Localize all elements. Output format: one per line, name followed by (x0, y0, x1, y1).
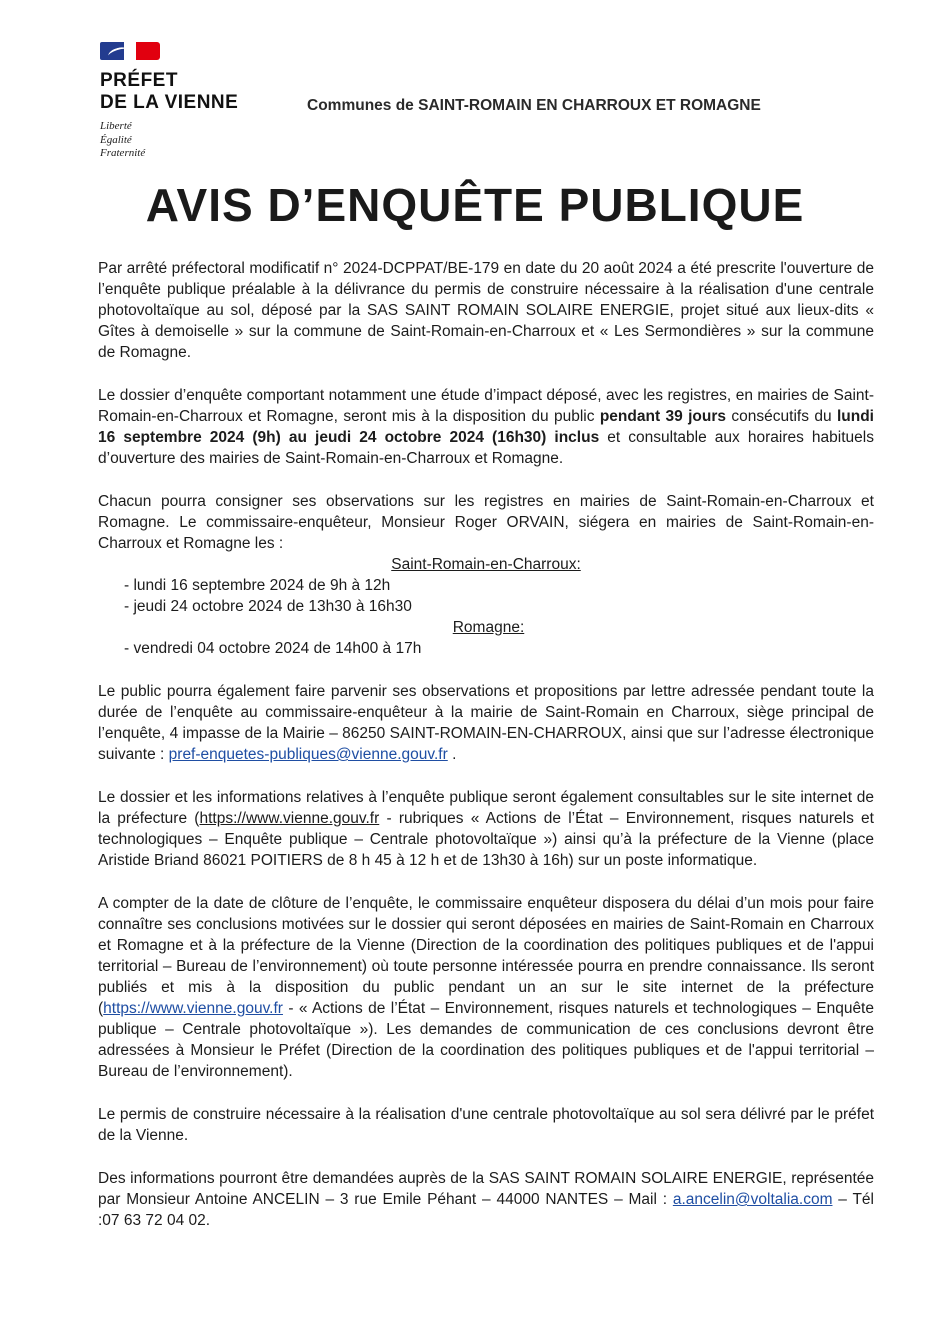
schedule-item: - vendredi 04 octobre 2024 de 14h00 à 17h (124, 640, 422, 657)
page-title: AVIS D’ENQUÊTE PUBLIQUE (145, 179, 805, 231)
republic-motto: Liberté Égalité Fraternité (100, 120, 146, 159)
schedule (98, 554, 874, 659)
paragraph-observations: Chacun pourra consigner ses observations sur les registres en mairies de Saint-Romain-en-Charroux et Romagne. Le commissaire-enquêteur, Monsieur Roger ORVAIN, siégera en mairies de Saint-Romain-en-Charroux et Romagne les : (98, 493, 874, 552)
website-link[interactable]: https://www.vienne.gouv.fr (199, 810, 380, 827)
prefet-title: PRÉFET DE LA VIENNE (100, 70, 239, 113)
email-link-contact[interactable]: a.ancelin@voltalia.com (672, 1191, 833, 1208)
paragraph-dossier: Le dossier d’enquête comportant notamment une étude d’impact déposé, avec les registres, en mairies de Saint-Romain-en-Charroux et Romagne, seront mis à la disposition du public pendant 39 jours consécutifs du lundi 16 septembre 2024 (9h) au jeudi 24 octobre 2024 (16h30) inclus et consultable aux horaires habituels d’ouverture des mairies de Saint-Romain-en-Charroux et Romagne. (98, 387, 874, 467)
schedule-item: - lundi 16 septembre 2024 de 9h à 12h (124, 577, 391, 594)
notice-body (98, 258, 874, 1253)
paragraph-website: Le dossier et les informations relatives à l’enquête publique seront également consultables sur le site internet de la préfecture (https://www.vienne.gouv.fr - rubriques « Actions de l’État – Environnement, risques naturels et technologiques – Enquête publique – Centrale photovoltaïque ») ainsi qu’à la préfecture de la Vienne (place Aristide Briand 86021 POITIERS de 8 h 45 à 12 h et de 13h30 à 16h) sur un poste informatique. (98, 789, 874, 869)
paragraph-letter: Le public pourra également faire parvenir ses observations et propositions par lettre adressée pendant toute la durée de l’enquête au commissaire-enquêteur à la mairie de Saint-Romain en Charroux, siège principal de l’enquête, 4 impasse de la Mairie – 86250 SAINT-ROMAIN-EN-CHARROUX, ainsi que sur l’adresse électronique suivante : pref-enquetes-publiques@vienne.gouv.fr . (98, 683, 874, 763)
paragraph-decree: Par arrêté préfectoral modificatif n° 2024-DCPPAT/BE-179 en date du 20 août 2024 a été prescrite l'ouverture de l’enquête publique préalable à la délivrance du permis de construire nécessaire à la réalisation d'une centrale photovoltaïque au sol, déposé par la SAS SAINT ROMAIN SOLAIRE ENERGIE, projet situé aux lieux-dits « Gîtes à demoiselle » sur la commune de Saint-Romain-en-Charroux et « Les Sermondières » sur la commune de Romagne. (98, 260, 874, 361)
schedule-item: - jeudi 24 octobre 2024 de 13h30 à 16h30 (124, 598, 412, 615)
paragraph-contact: Des informations pourront être demandées auprès de la SAS SAINT ROMAIN SOLAIRE ENERGIE, représentée par Monsieur Antoine ANCELIN – 3 rue Emile Péhant – 44000 NANTES – Mail : a.ancelin@voltalia.com – Tél :07 63 72 04 02. (98, 1170, 874, 1229)
schedule-location-saint-romain: Saint-Romain-en-Charroux: (391, 556, 581, 573)
paragraph-permit: Le permis de construire nécessaire à la réalisation d'une centrale photovoltaïque au sol sera délivré par le préfet de la Vienne. (98, 1106, 874, 1144)
communes-heading: Communes de SAINT-ROMAIN EN CHARROUX ET ROMAGNE (307, 97, 761, 114)
prefecture-logo (100, 40, 239, 159)
marianne-flag-icon (100, 40, 162, 66)
email-link-prefecture[interactable]: pref-enquetes-publiques@vienne.gouv.fr (168, 746, 448, 763)
schedule-location-romagne: Romagne: (452, 619, 525, 636)
website-link-conclusions[interactable]: https://www.vienne.gouv.fr (103, 1000, 283, 1017)
paragraph-conclusions: A compter de la date de clôture de l’enquête, le commissaire enquêteur disposera du délai d’un mois pour faire connaître ses conclusions motivées sur le dossier qui seront déposées en mairies de Saint-Romain en Charroux et Romagne et à la préfecture de la Vienne (Direction de la coordination des politiques publiques et de l'appui territorial – Bureau de l’environnement) où toute personne intéressée pourra en prendre connaissance. Ils seront publiés et mis à la disposition du public pendant un an sur le site internet de la préfecture (https://www.vienne.gouv.fr - « Actions de l’État – Environnement, risques naturels et technologiques – Enquête publique – Centrale photovoltaïque »). Les demandes de communication de ces conclusions devront être adressées à Monsieur le Préfet (Direction de la coordination des politiques publiques et de l'appui territorial – Bureau de l’environnement). (98, 895, 874, 1080)
